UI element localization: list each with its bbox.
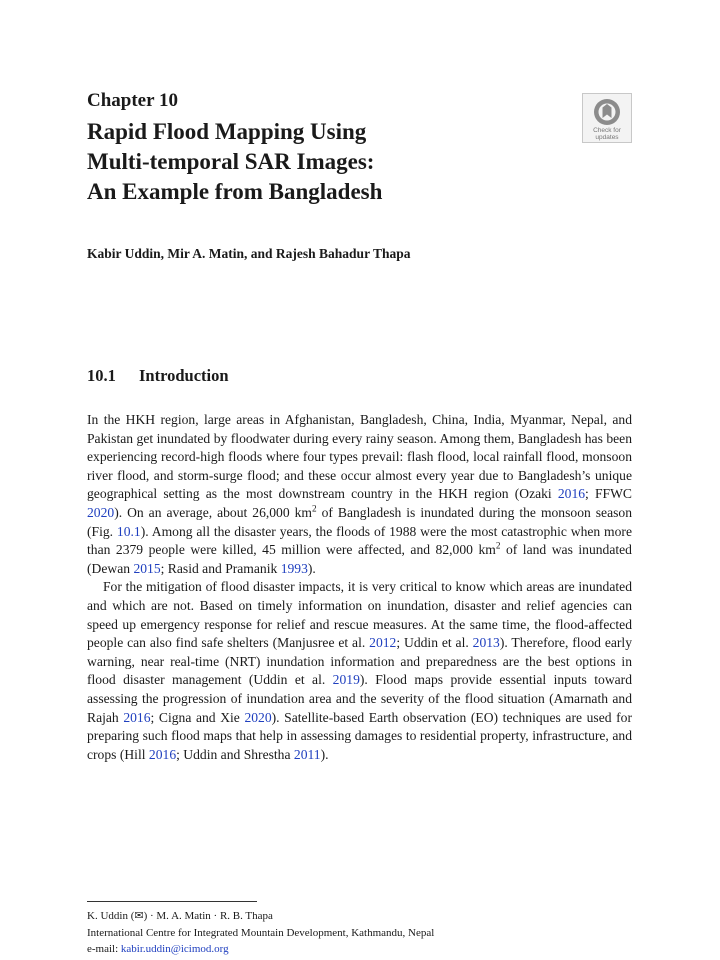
- chapter-title: [87, 117, 527, 207]
- paragraph-1: In the HKH region, large areas in Afghanistan, Bangladesh, China, India, Myanmar, Nepal, and Pakistan get inundated by floodwater during every rainy season. Among them, Bangladesh has been experiencing record-high floods where four types prevail: flash flood, local rainfall flood, monsoon river flood, and storm-surge flood; and these occur almost every year due to Bangladesh’s unique geographical setting as the most downstream country in the HKH region (Ozaki 2016; FFWC 2020). On an average, about 26,000 $km^2$ of Bangladesh is inundated during the monsoon season (Fig. 10.1). Among all the disaster years, the floods of 1988 were the most catastrophic when more than 2379 people were killed, 45 million were affected, and 82,000 $km^2$ of land was inundated (Dewan 2015; Rasid and Pramanik 1993).: [87, 412, 632, 576]
- body-text: [87, 411, 632, 764]
- chapter-title-line: Rapid Flood Mapping Using: [87, 119, 367, 144]
- citation-link[interactable]: 2016: [148, 746, 177, 762]
- footnote-authors: K. Uddin (✉) · M. A. Matin · R. B. Thapa: [87, 910, 273, 922]
- citation-link[interactable]: 2011: [293, 746, 321, 762]
- section-heading: [87, 366, 229, 386]
- citation-link[interactable]: 2016: [123, 709, 151, 725]
- citation-link[interactable]: 2016: [557, 486, 586, 502]
- citation-link[interactable]: 2012: [369, 635, 397, 651]
- citation-link[interactable]: 2020: [87, 504, 115, 520]
- section-number: 10.1: [87, 366, 116, 385]
- check-for-updates-icon: [593, 98, 621, 126]
- superscript: 2: [495, 540, 501, 551]
- citation-link[interactable]: 2015: [133, 560, 161, 576]
- chapter-label: Chapter 10: [87, 90, 178, 111]
- check-for-updates-label: Check for updates: [593, 127, 621, 141]
- citation-link[interactable]: 2019: [332, 672, 360, 688]
- check-for-updates-badge[interactable]: [582, 93, 632, 143]
- author-list: Kabir Uddin, Mir A. Matin, and Rajesh Bahadur Thapa: [87, 246, 411, 261]
- email-link[interactable]: kabir.uddin@icimod.org: [120, 943, 229, 955]
- chapter-title-line: An Example from Bangladesh: [87, 179, 383, 204]
- footnote-email-line: e-mail: kabir.uddin@icimod.org: [87, 943, 229, 955]
- chapter-title-line: Multi-temporal SAR Images:: [87, 149, 375, 174]
- paragraph-2: For the mitigation of flood disaster impacts, it is very critical to know which areas are inundated and which are not. Based on timely information on inundation, disaster and relief agencies can speed up emergency response for relief and rescue measures. At the same time, the flood-affected people can also find safe shelters (Manjusree et al. 2012; Uddin et al. 2013). Therefore, flood early warning, near real-time (NRT) inundation information and preparedness are the best options in flood disaster management (Uddin et al. 2019). Flood maps provide essential inputs toward assessing the progression of inundation area and the severity of the flood situation (Amarnath and Rajah 2016; Cigna and Xie 2020). Satellite-based Earth observation (EO) techniques are used for preparing such flood maps that help in assessing damages to residential property, infrastructure, and crops (Hill 2016; Uddin and Shrestha 2011).: [87, 579, 633, 762]
- superscript: 2: [312, 503, 317, 514]
- figure-link[interactable]: 10.1: [116, 523, 141, 539]
- citation-link[interactable]: 2020: [244, 709, 272, 725]
- footnote-divider: [87, 901, 257, 902]
- footnote-affiliation: International Centre for Integrated Mountain Development, Kathmandu, Nepal: [87, 926, 435, 939]
- citation-link[interactable]: 2013: [472, 635, 500, 651]
- citation-link[interactable]: 1993: [280, 560, 308, 576]
- footnote: [87, 908, 647, 958]
- section-title: Introduction: [139, 366, 229, 385]
